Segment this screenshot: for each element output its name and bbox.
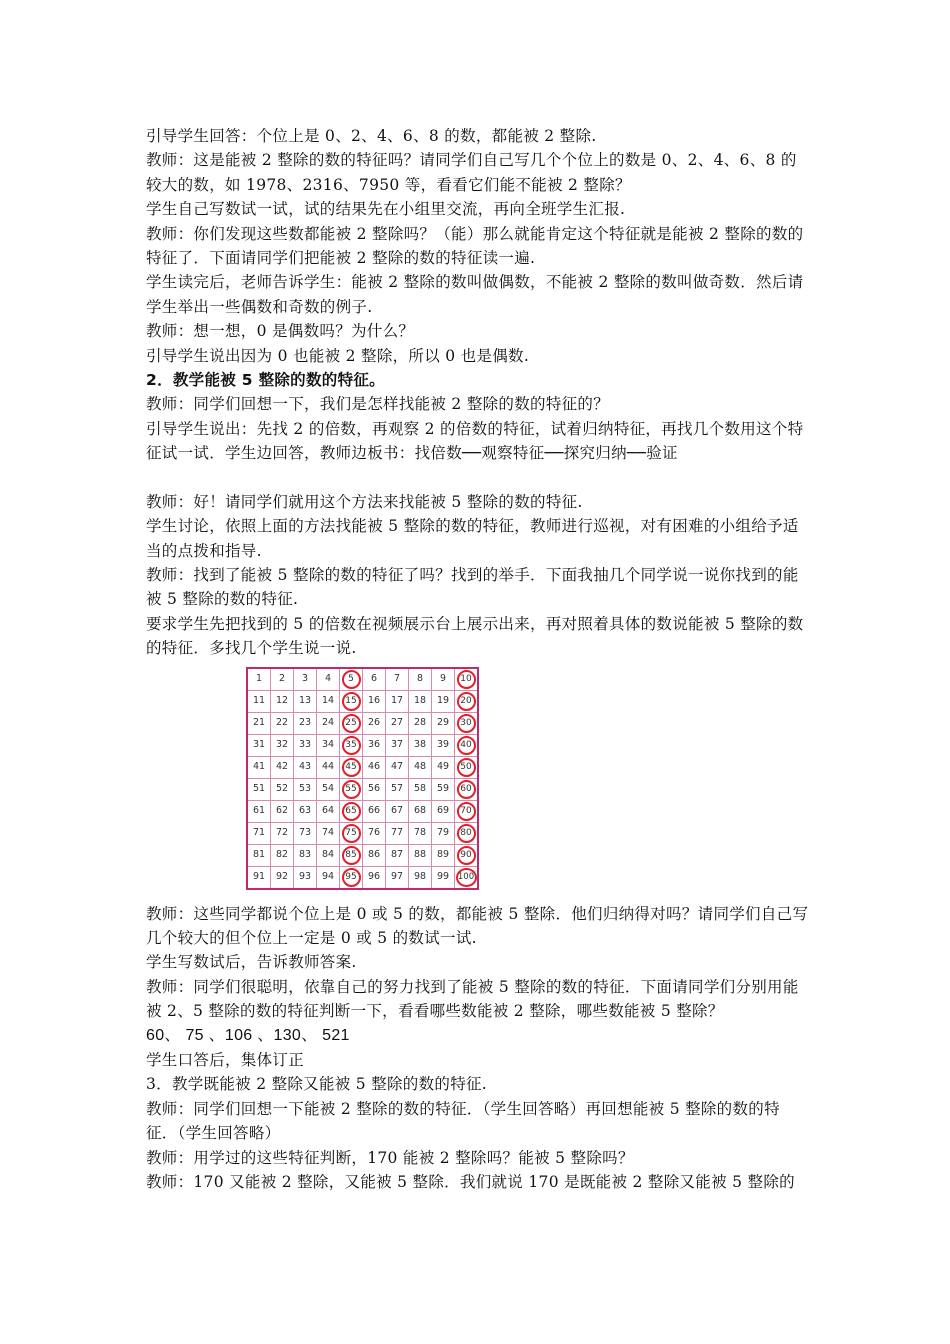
- grid-number: 95: [342, 868, 361, 887]
- paragraph: 学生写数试后，告诉教师答案.: [146, 953, 357, 972]
- grid-number: 50: [457, 758, 476, 777]
- grid-number: 6: [370, 673, 378, 685]
- grid-cell: [363, 844, 386, 866]
- grid-number: 99: [436, 871, 450, 883]
- grid-number: 52: [275, 783, 289, 795]
- grid-cell: [432, 844, 455, 866]
- grid-number: 20: [457, 692, 476, 711]
- grid-number: 78: [413, 827, 427, 839]
- grid-cell: [409, 800, 432, 822]
- paragraph: 学生讨论，依照上面的方法找能被 5 整除的数的特征，教师进行巡视，对有困难的小组给予适当的点拨和指导.: [146, 517, 799, 560]
- grid-number: 85: [342, 846, 361, 865]
- grid-cell: [409, 866, 432, 889]
- grid-number: 73: [298, 827, 312, 839]
- grid-number: 16: [367, 695, 381, 707]
- grid-cell: [294, 756, 317, 778]
- grid-number: 68: [413, 805, 427, 817]
- grid-cell-circled: [455, 822, 479, 844]
- grid-cell: [432, 690, 455, 712]
- grid-number: 11: [252, 695, 266, 707]
- grid-cell: [363, 668, 386, 691]
- grid-cell-circled: [455, 734, 479, 756]
- grid-number: 29: [436, 717, 450, 729]
- grid-cell: [271, 866, 294, 889]
- grid-cell: [409, 844, 432, 866]
- hundred-grid: [246, 667, 479, 890]
- grid-number: 23: [298, 717, 312, 729]
- grid-cell: [294, 866, 317, 889]
- grid-number: 98: [413, 871, 427, 883]
- paragraph: 教师：想一想，0 是偶数吗？为什么？: [146, 322, 415, 341]
- section-bottom: [146, 902, 810, 1048]
- grid-row: [247, 800, 478, 822]
- grid-number: 9: [439, 673, 447, 685]
- grid-cell: [271, 756, 294, 778]
- grid-cell: [271, 690, 294, 712]
- grid-number: 39: [436, 739, 450, 751]
- paragraph: 引导学生说出：先找 2 的倍数，再观察 2 的倍数的特征，试着归纳特征，再找几个数用这个特征试一试．学生边回答，教师边板书：找倍数──观察特征──探究归纳──验证: [146, 419, 804, 463]
- grid-row: [247, 822, 478, 844]
- grid-cell: [363, 822, 386, 844]
- grid-cell: [386, 690, 409, 712]
- grid-cell: [432, 668, 455, 691]
- grid-cell: [432, 800, 455, 822]
- grid-number: 94: [321, 871, 335, 883]
- grid-cell: [294, 668, 317, 691]
- grid-number: 31: [252, 739, 266, 751]
- paragraph: 教师：你们发现这些数都能被 2 整除吗？（能）那么就能肯定这个特征就是能被 2 整除的数的特征了．下面请同学们把能被 2 整除的数的特征读一遍.: [146, 224, 804, 268]
- grid-cell: [247, 690, 271, 712]
- grid-cell-circled: [455, 800, 479, 822]
- grid-number: 49: [436, 761, 450, 773]
- grid-number: 70: [457, 802, 476, 821]
- grid-cell-circled: [340, 844, 363, 866]
- grid-number: 40: [457, 736, 476, 755]
- grid-cell: [363, 690, 386, 712]
- grid-number: 43: [298, 761, 312, 773]
- grid-number: 86: [367, 849, 381, 861]
- grid-number: 54: [321, 783, 335, 795]
- grid-number: 45: [342, 758, 361, 777]
- grid-number: 59: [436, 783, 450, 795]
- grid-cell-circled: [340, 822, 363, 844]
- numbers-line: 60、 75 、106 、130、 521: [146, 1026, 350, 1044]
- grid-cell: [247, 668, 271, 691]
- grid-number: 22: [275, 717, 289, 729]
- grid-cell-circled: [340, 690, 363, 712]
- grid-cell: [271, 712, 294, 734]
- grid-number: 90: [457, 846, 476, 865]
- grid-cell: [271, 668, 294, 691]
- section-mid: [146, 392, 810, 465]
- grid-number: 12: [275, 695, 289, 707]
- grid-number: 3: [301, 673, 309, 685]
- grid-number: 57: [390, 783, 404, 795]
- paragraph: 教师：好！请同学们就用这个方法来找能被 5 整除的数的特征.: [146, 492, 583, 511]
- grid-cell: [363, 778, 386, 800]
- grid-number: 35: [342, 736, 361, 755]
- grid-number: 41: [252, 761, 266, 773]
- grid-cell: [432, 734, 455, 756]
- grid-number: 88: [413, 849, 427, 861]
- grid-number: 5: [342, 670, 361, 689]
- grid-number: 1: [255, 673, 263, 685]
- grid-number: 69: [436, 805, 450, 817]
- grid-row: [247, 668, 478, 691]
- grid-number: 42: [275, 761, 289, 773]
- document-page: [146, 124, 810, 1194]
- grid-cell: [247, 822, 271, 844]
- grid-number: 97: [390, 871, 404, 883]
- grid-number: 72: [275, 827, 289, 839]
- grid-row: [247, 844, 478, 866]
- grid-cell: [317, 866, 340, 889]
- grid-number: 33: [298, 739, 312, 751]
- grid-cell-circled: [340, 800, 363, 822]
- grid-cell: [271, 778, 294, 800]
- grid-number: 66: [367, 805, 381, 817]
- grid-cell: [271, 822, 294, 844]
- grid-cell: [294, 778, 317, 800]
- grid-cell: [363, 800, 386, 822]
- grid-number: 32: [275, 739, 289, 751]
- grid-cell: [432, 712, 455, 734]
- grid-cell: [409, 734, 432, 756]
- grid-number: 62: [275, 805, 289, 817]
- grid-cell: [432, 756, 455, 778]
- grid-number: 96: [367, 871, 381, 883]
- grid-cell-circled: [455, 668, 479, 691]
- grid-cell: [363, 712, 386, 734]
- grid-cell-circled: [340, 734, 363, 756]
- paragraph: 教师：这些同学都说个位上是 0 或 5 的数，都能被 5 整除．他们归纳得对吗？请同学们自己写几个较大的但个位上一定是 0 或 5 的数试一试.: [146, 904, 809, 947]
- paragraph: 学生口答后，集体订正: [146, 1050, 305, 1069]
- grid-number: 65: [342, 802, 361, 821]
- paragraph: 教师：找到了能被 5 整除的数的特征了吗？找到的举手．下面我抽几个同学说一说你找到的能被 5 整除的数的特征.: [146, 565, 799, 609]
- section-heading-3: 3．教学既能被 2 整除又能被 5 整除的数的特征.: [146, 1075, 488, 1094]
- grid-cell: [294, 844, 317, 866]
- grid-cell: [409, 690, 432, 712]
- grid-number: 64: [321, 805, 335, 817]
- grid-cell-circled: [340, 756, 363, 778]
- grid-cell: [432, 778, 455, 800]
- grid-cell: [363, 734, 386, 756]
- grid-cell: [247, 844, 271, 866]
- paragraph: 教师：170 又能被 2 整除，又能被 5 整除．我们就说 170 是既能被 2 整除又能被 5 整除的: [146, 1173, 795, 1191]
- grid-number: 92: [275, 871, 289, 883]
- grid-number: 55: [342, 780, 361, 799]
- paragraph: 教师：用学过的这些特征判断，170 能被 2 整除吗？能被 5 整除吗？: [146, 1148, 634, 1167]
- grid-number: 7: [393, 673, 401, 685]
- grid-cell-circled: [340, 668, 363, 691]
- grid-cell: [409, 756, 432, 778]
- paragraph: 教师：同学们很聪明，依靠自己的努力找到了能被 5 整除的数的特征．下面请同学们分别用能被 2、5 整除的数的特征判断一下，看看哪些数能被 2 整除，哪些数能被 5 整除？: [146, 977, 799, 1021]
- paragraph: 引导学生说出因为 0 也能被 2 整除，所以 0 也是偶数.: [146, 346, 530, 365]
- paragraph: 学生自己写数试一试，试的结果先在小组里交流，再向全班学生汇报.: [146, 200, 626, 219]
- grid-cell: [294, 690, 317, 712]
- grid-row: [247, 734, 478, 756]
- grid-cell: [432, 866, 455, 889]
- grid-number: 67: [390, 805, 404, 817]
- blank-line: [146, 466, 810, 490]
- grid-cell: [317, 844, 340, 866]
- paragraph: 要求学生先把找到的 5 的倍数在视频展示台上展示出来，再对照着具体的数说能被 5 整除的数的特征．多找几个学生说一说.: [146, 614, 804, 658]
- grid-number: 75: [342, 824, 361, 843]
- section-after-gap: [146, 490, 810, 661]
- grid-number: 38: [413, 739, 427, 751]
- paragraph: 学生读完后，老师告诉学生：能被 2 整除的数叫做偶数，不能被 2 整除的数叫做奇数．然后请学生举出一些偶数和奇数的例子.: [146, 273, 804, 316]
- grid-row: [247, 756, 478, 778]
- grid-number: 8: [416, 673, 424, 685]
- grid-number: 19: [436, 695, 450, 707]
- grid-number: 15: [342, 692, 361, 711]
- grid-number: 27: [390, 717, 404, 729]
- grid-number: 18: [413, 695, 427, 707]
- grid-cell-circled: [340, 712, 363, 734]
- grid-number: 89: [436, 849, 450, 861]
- grid-number: 14: [321, 695, 335, 707]
- grid-number: 83: [298, 849, 312, 861]
- grid-number: 81: [252, 849, 266, 861]
- grid-cell: [409, 668, 432, 691]
- grid-number: 17: [390, 695, 404, 707]
- grid-number: 63: [298, 805, 312, 817]
- grid-number: 71: [252, 827, 266, 839]
- section-top: [146, 124, 810, 368]
- grid-row: [247, 866, 478, 889]
- grid-cell: [409, 822, 432, 844]
- grid-number: 25: [342, 714, 361, 733]
- grid-row: [247, 778, 478, 800]
- grid-cell-circled: [455, 866, 479, 889]
- grid-cell: [386, 734, 409, 756]
- grid-cell-circled: [455, 712, 479, 734]
- grid-cell: [317, 712, 340, 734]
- grid-number: 84: [321, 849, 335, 861]
- grid-cell: [271, 844, 294, 866]
- grid-cell: [409, 778, 432, 800]
- grid-number: 53: [298, 783, 312, 795]
- grid-cell: [409, 712, 432, 734]
- grid-number: 13: [298, 695, 312, 707]
- grid-cell: [271, 734, 294, 756]
- grid-cell: [317, 800, 340, 822]
- grid-cell: [271, 800, 294, 822]
- grid-cell: [432, 822, 455, 844]
- paragraph: 教师：这是能被 2 整除的数的特征吗？请同学们自己写几个个位上的数是 0、2、4、6、8 的较大的数，如 1978、2316、7950 等，看看它们能不能被 2 整除？: [146, 151, 797, 194]
- grid-number: 4: [324, 673, 332, 685]
- grid-number: 26: [367, 717, 381, 729]
- grid-number: 74: [321, 827, 335, 839]
- grid-row: [247, 690, 478, 712]
- grid-cell: [386, 756, 409, 778]
- grid-number: 56: [367, 783, 381, 795]
- grid-number: 10: [457, 670, 476, 689]
- grid-number: 58: [413, 783, 427, 795]
- grid-number: 46: [367, 761, 381, 773]
- grid-cell: [294, 800, 317, 822]
- grid-cell: [386, 844, 409, 866]
- grid-number: 51: [252, 783, 266, 795]
- grid-number: 79: [436, 827, 450, 839]
- grid-number: 77: [390, 827, 404, 839]
- grid-cell: [317, 690, 340, 712]
- grid-number: 100: [456, 868, 477, 887]
- grid-cell: [247, 778, 271, 800]
- grid-cell: [247, 866, 271, 889]
- grid-cell: [386, 712, 409, 734]
- grid-cell: [294, 734, 317, 756]
- grid-cell-circled: [455, 756, 479, 778]
- grid-cell-circled: [455, 844, 479, 866]
- grid-number: 44: [321, 761, 335, 773]
- grid-cell: [247, 734, 271, 756]
- grid-number: 24: [321, 717, 335, 729]
- grid-cell: [317, 756, 340, 778]
- grid-cell: [386, 800, 409, 822]
- grid-cell: [386, 822, 409, 844]
- grid-number: 61: [252, 805, 266, 817]
- grid-number: 34: [321, 739, 335, 751]
- grid-number: 87: [390, 849, 404, 861]
- grid-cell: [386, 778, 409, 800]
- grid-cell: [294, 822, 317, 844]
- grid-cell: [317, 734, 340, 756]
- grid-cell-circled: [455, 778, 479, 800]
- grid-cell: [363, 756, 386, 778]
- grid-cell: [317, 668, 340, 691]
- grid-number: 93: [298, 871, 312, 883]
- grid-number: 37: [390, 739, 404, 751]
- grid-cell-circled: [340, 866, 363, 889]
- grid-cell-circled: [455, 690, 479, 712]
- grid-cell: [317, 778, 340, 800]
- grid-number: 30: [457, 714, 476, 733]
- grid-number: 28: [413, 717, 427, 729]
- grid-cell: [247, 800, 271, 822]
- grid-number: 21: [252, 717, 266, 729]
- grid-cell: [386, 668, 409, 691]
- paragraph: 教师：同学们回想一下，我们是怎样找能被 2 整除的数的特征的？: [146, 395, 610, 414]
- section-end: [146, 1048, 810, 1194]
- section-heading: 2．教学能被 5 整除的数的特征。: [146, 371, 385, 390]
- paragraph: 教师：同学们回想一下能被 2 整除的数的特征．（学生回答略）再回想能被 5 整除的数的特征．（学生回答略）: [146, 1099, 780, 1143]
- grid-cell: [363, 866, 386, 889]
- grid-number: 48: [413, 761, 427, 773]
- grid-cell-circled: [340, 778, 363, 800]
- grid-number: 47: [390, 761, 404, 773]
- grid-row: [247, 712, 478, 734]
- grid-cell: [247, 712, 271, 734]
- grid-number: 80: [457, 824, 476, 843]
- grid-cell: [386, 866, 409, 889]
- grid-number: 60: [457, 780, 476, 799]
- grid-number: 76: [367, 827, 381, 839]
- grid-cell: [317, 822, 340, 844]
- grid-cell: [294, 712, 317, 734]
- grid-number: 2: [278, 673, 286, 685]
- grid-number: 82: [275, 849, 289, 861]
- paragraph: 引导学生回答：个位上是 0、2、4、6、8 的数，都能被 2 整除.: [146, 127, 597, 145]
- grid-cell: [247, 756, 271, 778]
- grid-number: 36: [367, 739, 381, 751]
- hundred-grid-figure: [246, 667, 810, 890]
- grid-number: 91: [252, 871, 266, 883]
